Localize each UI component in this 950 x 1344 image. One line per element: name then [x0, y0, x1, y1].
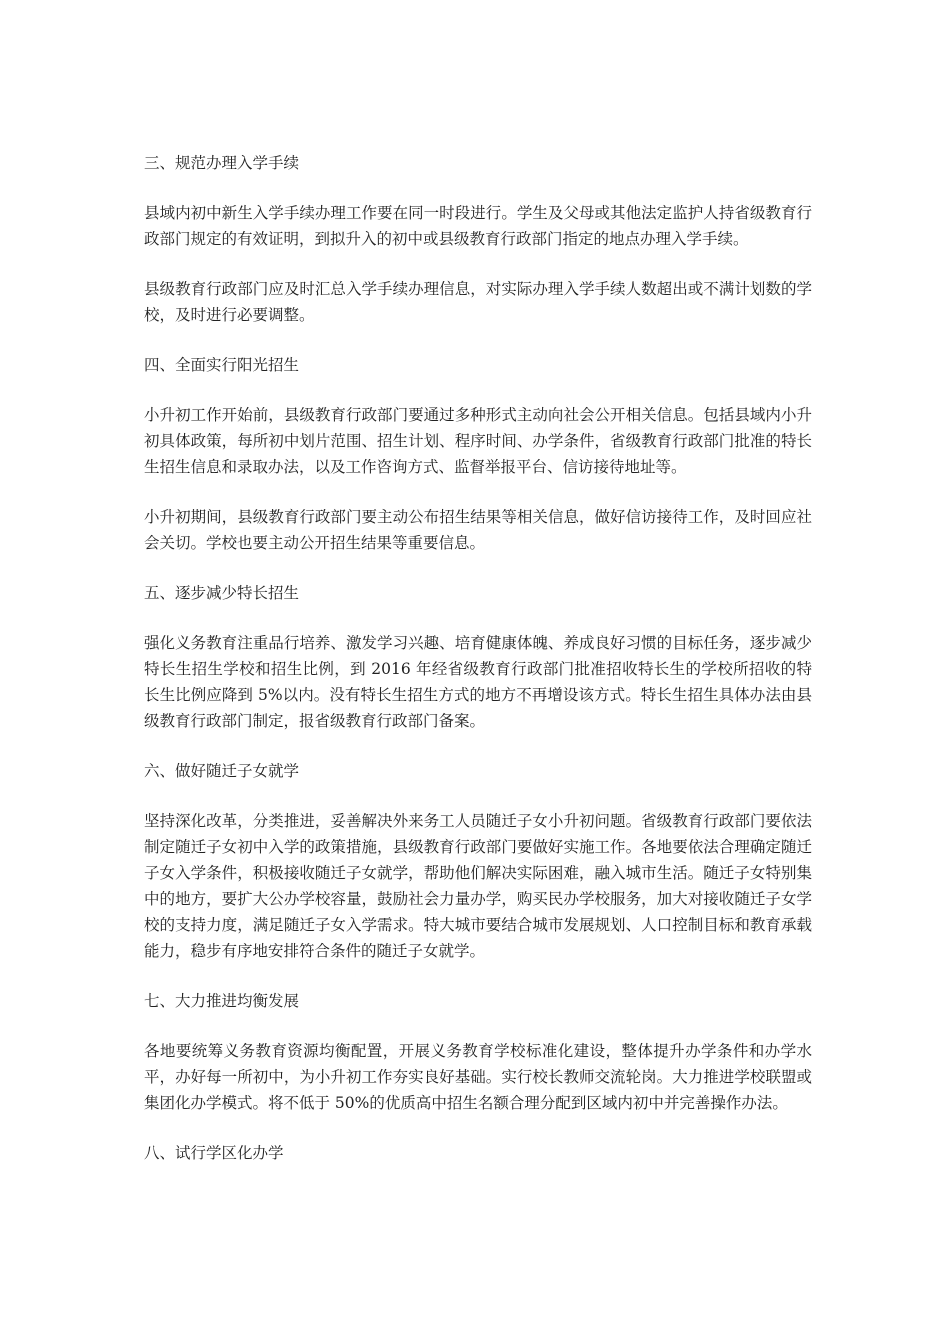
section-5-paragraph-1: 强化义务教育注重品行培养、激发学习兴趣、培育健康体魄、养成良好习惯的目标任务，逐步减少特长生招生学校和招生比例，到 2016 年经省级教育行政部门批准招收特长生的学校所招收的特长生比例应降到 5%以内。没有特长生招生方式的地方不再增设该方式。特长生招生具体办法由县级教育行政部门制定，报省级教育行政部门备案。 — [144, 634, 812, 730]
section-heading-8: 八、试行学区化办学 — [144, 1144, 284, 1162]
section-6-paragraph-1: 坚持深化改革，分类推进，妥善解决外来务工人员随迁子女小升初问题。省级教育行政部门要依法制定随迁子女初中入学的政策措施，县级教育行政部门要做好实施工作。各地要依法合理确定随迁子女入学条件，积极接收随迁子女就学，帮助他们解决实际困难，融入城市生活。随迁子女特别集中的地方，要扩大公办学校容量，鼓励社会力量办学，购买民办学校服务，加大对接收随迁子女学校的支持力度，满足随迁子女入学需求。特大城市要结合城市发展规划、人口控制目标和教育承载能力，稳步有序地安排符合条件的随迁子女就学。 — [144, 812, 812, 960]
section-heading-3: 三、规范办理入学手续 — [144, 154, 300, 172]
section-heading-7: 七、大力推进均衡发展 — [144, 992, 300, 1010]
section-4-paragraph-2: 小升初期间，县级教育行政部门要主动公布招生结果等相关信息，做好信访接待工作，及时回应社会关切。学校也要主动公开招生结果等重要信息。 — [144, 508, 812, 552]
section-heading-5: 五、逐步减少特长招生 — [144, 584, 300, 602]
section-3-paragraph-1: 县域内初中新生入学手续办理工作要在同一时段进行。学生及父母或其他法定监护人持省级教育行政部门规定的有效证明，到拟升入的初中或县级教育行政部门指定的地点办理入学手续。 — [144, 204, 812, 248]
document-body — [144, 150, 812, 1190]
section-heading-6: 六、做好随迁子女就学 — [144, 762, 300, 780]
section-4-paragraph-1: 小升初工作开始前，县级教育行政部门要通过多种形式主动向社会公开相关信息。包括县域内小升初具体政策，每所初中划片范围、招生计划、程序时间、办学条件，省级教育行政部门批准的特长生招生信息和录取办法，以及工作咨询方式、监督举报平台、信访接待地址等。 — [144, 406, 812, 476]
section-heading-4: 四、全面实行阳光招生 — [144, 356, 300, 374]
section-3-paragraph-2: 县级教育行政部门应及时汇总入学手续办理信息，对实际办理入学手续人数超出或不满计划数的学校，及时进行必要调整。 — [144, 280, 812, 324]
section-7-paragraph-1: 各地要统筹义务教育资源均衡配置，开展义务教育学校标准化建设，整体提升办学条件和办学水平，办好每一所初中，为小升初工作夯实良好基础。实行校长教师交流轮岗。大力推进学校联盟或集团化办学模式。将不低于 50%的优质高中招生名额合理分配到区域内初中并完善操作办法。 — [144, 1042, 812, 1112]
